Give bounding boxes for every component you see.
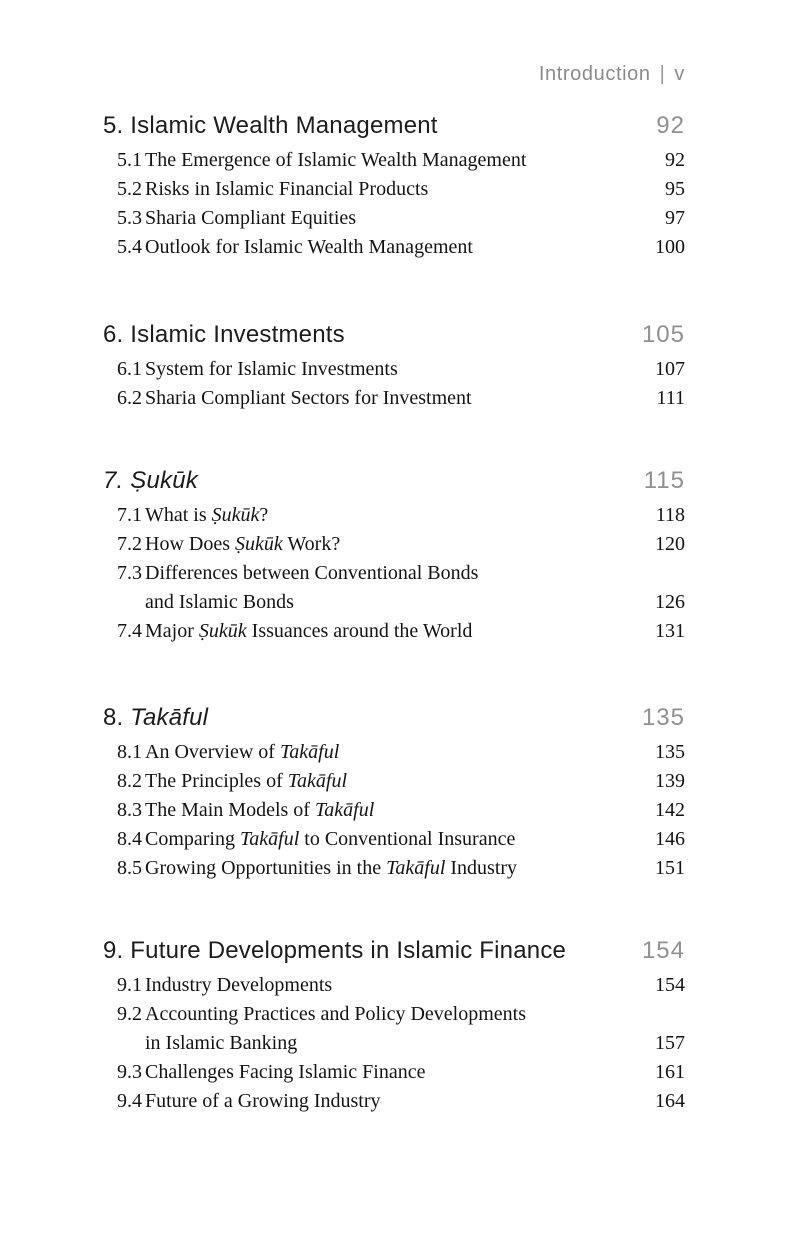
text-segment: Takāful — [130, 704, 209, 731]
chapter-items — [117, 738, 685, 883]
chapter-page-number: 135 — [641, 704, 685, 731]
item-number: 5.2 — [117, 178, 142, 200]
text-segment: Differences between Conventional Bonds — [145, 562, 479, 584]
item-page-number: 95 — [665, 178, 685, 200]
item-title — [145, 530, 641, 559]
text-segment: Takāful — [386, 857, 446, 879]
text-segment: to Conventional Insurance — [299, 828, 516, 850]
item-number: 8.4 — [117, 828, 142, 850]
toc-item-row — [117, 559, 685, 588]
item-title — [145, 854, 641, 883]
text-segment: Sharia Compliant Equities — [145, 207, 357, 229]
chapter-block — [103, 111, 685, 262]
item-number: 8.3 — [117, 799, 142, 821]
text-segment: Islamic Investments — [130, 321, 345, 348]
chapter-number: 9. — [103, 937, 131, 964]
item-page-number: 107 — [655, 358, 685, 380]
text-segment: Takāful — [314, 799, 375, 821]
toc-item-row — [117, 1058, 685, 1087]
toc-item-row — [117, 233, 685, 262]
text-segment: Ṣukūk — [198, 620, 247, 642]
item-number: 9.2 — [117, 1003, 142, 1025]
item-title — [145, 1087, 641, 1116]
item-page-number: 154 — [655, 974, 685, 996]
item-number: 6.1 — [117, 358, 142, 380]
chapter-title — [103, 466, 644, 496]
item-number: 9.1 — [117, 974, 142, 996]
item-number: 5.1 — [117, 149, 142, 171]
chapter-title — [103, 320, 642, 350]
text-segment: System for Islamic Investments — [145, 358, 398, 380]
text-segment: The Main Models of — [145, 799, 315, 821]
item-number: 8.1 — [117, 741, 142, 763]
item-title — [145, 1058, 641, 1087]
item-title — [145, 971, 641, 1000]
chapter-page-number: 92 — [656, 112, 685, 139]
toc-item-row — [117, 501, 685, 530]
item-page-number: 157 — [655, 1032, 685, 1054]
chapter-items — [117, 355, 685, 413]
item-page-number: 146 — [655, 828, 685, 850]
text-segment: Industry Developments — [145, 974, 333, 996]
item-number: 8.2 — [117, 770, 142, 792]
item-number: 7.3 — [117, 562, 142, 584]
toc-list — [103, 111, 685, 1116]
text-segment: Outlook for Islamic Wealth Management — [145, 236, 473, 258]
toc-item-row — [117, 796, 685, 825]
chapter-block — [103, 703, 685, 883]
item-title — [145, 146, 641, 175]
item-title — [145, 175, 641, 204]
text-segment: and Islamic Bonds — [145, 591, 294, 613]
chapter-number: 7. — [103, 467, 131, 494]
text-segment: An Overview of — [145, 741, 280, 763]
item-page-number: 139 — [655, 770, 685, 792]
toc-item-row — [117, 738, 685, 767]
running-header — [103, 62, 685, 86]
chapter-block — [103, 936, 685, 1116]
text-segment: How Does — [145, 533, 235, 555]
text-segment: The Emergence of Islamic Wealth Management — [145, 149, 527, 171]
item-number: 9.3 — [117, 1061, 142, 1083]
chapter-number: 6. — [103, 321, 131, 348]
item-title — [145, 1000, 641, 1029]
text-segment: ? — [259, 504, 269, 526]
toc-item-row — [117, 971, 685, 1000]
chapter-items — [117, 971, 685, 1116]
chapter-title-row — [103, 466, 685, 496]
item-number: 6.2 — [117, 387, 142, 409]
item-page-number: 142 — [655, 799, 685, 821]
toc-item-row — [117, 175, 685, 204]
text-segment: Accounting Practices and Policy Developments — [145, 1003, 527, 1025]
item-number: 7.1 — [117, 504, 142, 526]
item-title — [145, 559, 641, 588]
toc-item-row — [117, 617, 685, 646]
item-title — [145, 588, 641, 617]
item-page-number: 120 — [655, 533, 685, 555]
text-segment: Takāful — [287, 770, 348, 792]
chapter-page-number: 154 — [641, 937, 685, 964]
header-section-title: Introduction — [538, 63, 651, 85]
chapter-title-row — [103, 936, 685, 966]
chapter-number: 8. — [103, 704, 131, 731]
item-title — [145, 355, 641, 384]
text-segment: Islamic Wealth Management — [130, 112, 438, 139]
chapter-title-row — [103, 703, 685, 733]
text-segment: in Islamic Banking — [145, 1032, 298, 1054]
chapter-title — [103, 703, 642, 733]
item-title — [145, 384, 641, 413]
item-title — [145, 796, 641, 825]
text-segment: Issuances around the World — [246, 620, 473, 642]
chapter-title-row — [103, 320, 685, 350]
item-page-number: 97 — [665, 207, 685, 229]
chapter-block — [103, 466, 685, 646]
item-title — [145, 767, 641, 796]
header-page-number: v — [674, 63, 685, 85]
chapter-title-row — [103, 111, 685, 141]
text-segment: Major — [145, 620, 199, 642]
toc-item-row — [117, 146, 685, 175]
chapter-items — [117, 146, 685, 262]
text-segment: Work? — [282, 533, 341, 555]
text-segment: Ṣukūk — [235, 533, 283, 555]
text-segment: Industry — [445, 857, 518, 879]
toc-item-row — [117, 767, 685, 796]
item-page-number: 92 — [665, 149, 685, 171]
item-title — [145, 233, 641, 262]
item-page-number: 100 — [655, 236, 685, 258]
item-title — [145, 501, 641, 530]
chapter-page-number: 115 — [643, 467, 685, 494]
chapter-block — [103, 320, 685, 413]
text-segment: Challenges Facing Islamic Finance — [145, 1061, 426, 1083]
item-page-number: 151 — [655, 857, 685, 879]
text-segment: Takāful — [240, 828, 300, 850]
text-segment: The Principles of — [145, 770, 288, 792]
toc-item-row — [117, 384, 685, 413]
toc-item-row — [117, 1087, 685, 1116]
item-page-number: 161 — [655, 1061, 685, 1083]
item-title — [145, 825, 641, 854]
item-title — [145, 738, 641, 767]
toc-item-row — [117, 530, 685, 559]
chapter-title — [103, 111, 656, 141]
toc-item-row — [117, 204, 685, 233]
text-segment: Growing Opportunities in the — [145, 857, 387, 879]
chapter-page-number: 105 — [641, 321, 685, 348]
toc-item-row — [117, 825, 685, 854]
item-page-number: 111 — [656, 387, 685, 409]
text-segment: Ṣukūk — [211, 504, 260, 526]
item-number: 9.4 — [117, 1090, 142, 1112]
item-page-number: 126 — [655, 591, 685, 613]
toc-item-row — [117, 588, 685, 617]
text-segment: Comparing — [145, 828, 240, 850]
item-number: 8.5 — [117, 857, 142, 879]
text-segment: Risks in Islamic Financial Products — [145, 178, 429, 200]
chapter-title — [103, 936, 642, 966]
item-number: 5.4 — [117, 236, 142, 258]
item-page-number: 164 — [655, 1090, 685, 1112]
text-segment: Future of a Growing Industry — [145, 1090, 381, 1112]
text-segment: What is — [145, 504, 212, 526]
item-title — [145, 204, 641, 233]
toc-item-row — [117, 1029, 685, 1058]
item-page-number: 118 — [655, 504, 685, 526]
header-separator: | — [659, 63, 666, 85]
item-page-number: 131 — [655, 620, 685, 642]
item-title — [145, 1029, 641, 1058]
toc-item-row — [117, 854, 685, 883]
item-number: 5.3 — [117, 207, 142, 229]
item-number: 7.4 — [117, 620, 142, 642]
text-segment: Sharia Compliant Sectors for Investment — [145, 387, 472, 409]
text-segment: Future Developments in Islamic Finance — [130, 937, 567, 964]
toc-item-row — [117, 1000, 685, 1029]
item-page-number: 135 — [655, 741, 685, 763]
text-segment: Takāful — [279, 741, 340, 763]
chapter-number: 5. — [103, 112, 131, 139]
item-number: 7.2 — [117, 533, 142, 555]
text-segment: Ṣukūk — [130, 467, 198, 494]
item-title — [145, 617, 641, 646]
chapter-items — [117, 501, 685, 646]
toc-item-row — [117, 355, 685, 384]
